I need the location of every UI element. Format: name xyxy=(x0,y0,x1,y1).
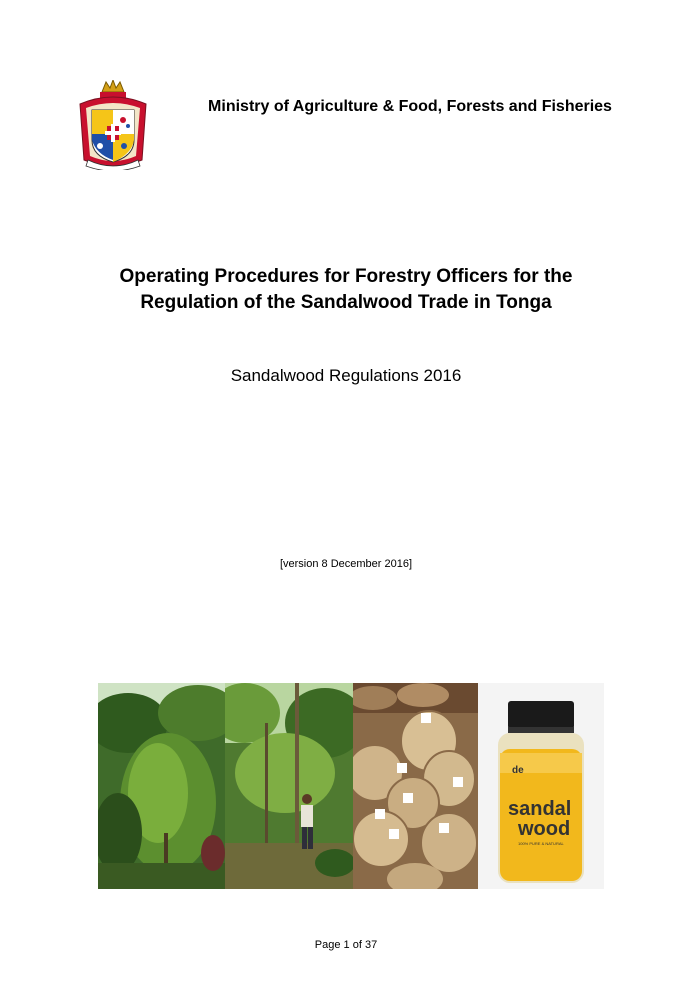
bottle-label-sandal: sandal xyxy=(508,798,572,820)
bottle-label-wood: wood xyxy=(518,818,571,840)
sandalwood-logs-photo xyxy=(353,683,478,889)
bottle-brand-text: de xyxy=(512,765,524,776)
version-note: [version 8 December 2016] xyxy=(279,558,413,570)
sandalwood-tree-photo xyxy=(98,683,225,889)
document-title xyxy=(60,264,632,316)
page-number: Page 1 of 37 xyxy=(314,939,378,951)
sandalwood-oil-bottle-photo xyxy=(478,683,604,889)
forest-officer-photo xyxy=(225,683,353,889)
ministry-name: Ministry of Agriculture & Food, Forests and Fisheries xyxy=(208,98,612,115)
document-subtitle: Sandalwood Regulations 2016 xyxy=(230,366,462,385)
bottle-label-small: 100% PURE & NATURAL xyxy=(518,841,564,846)
tonga-coat-of-arms-icon xyxy=(76,80,150,170)
photo-strip xyxy=(98,683,604,889)
document-title-line1: Operating Procedures for Forestry Officers for the xyxy=(119,266,573,287)
document-title-line2: Regulation of the Sandalwood Trade in Tonga xyxy=(140,292,552,313)
